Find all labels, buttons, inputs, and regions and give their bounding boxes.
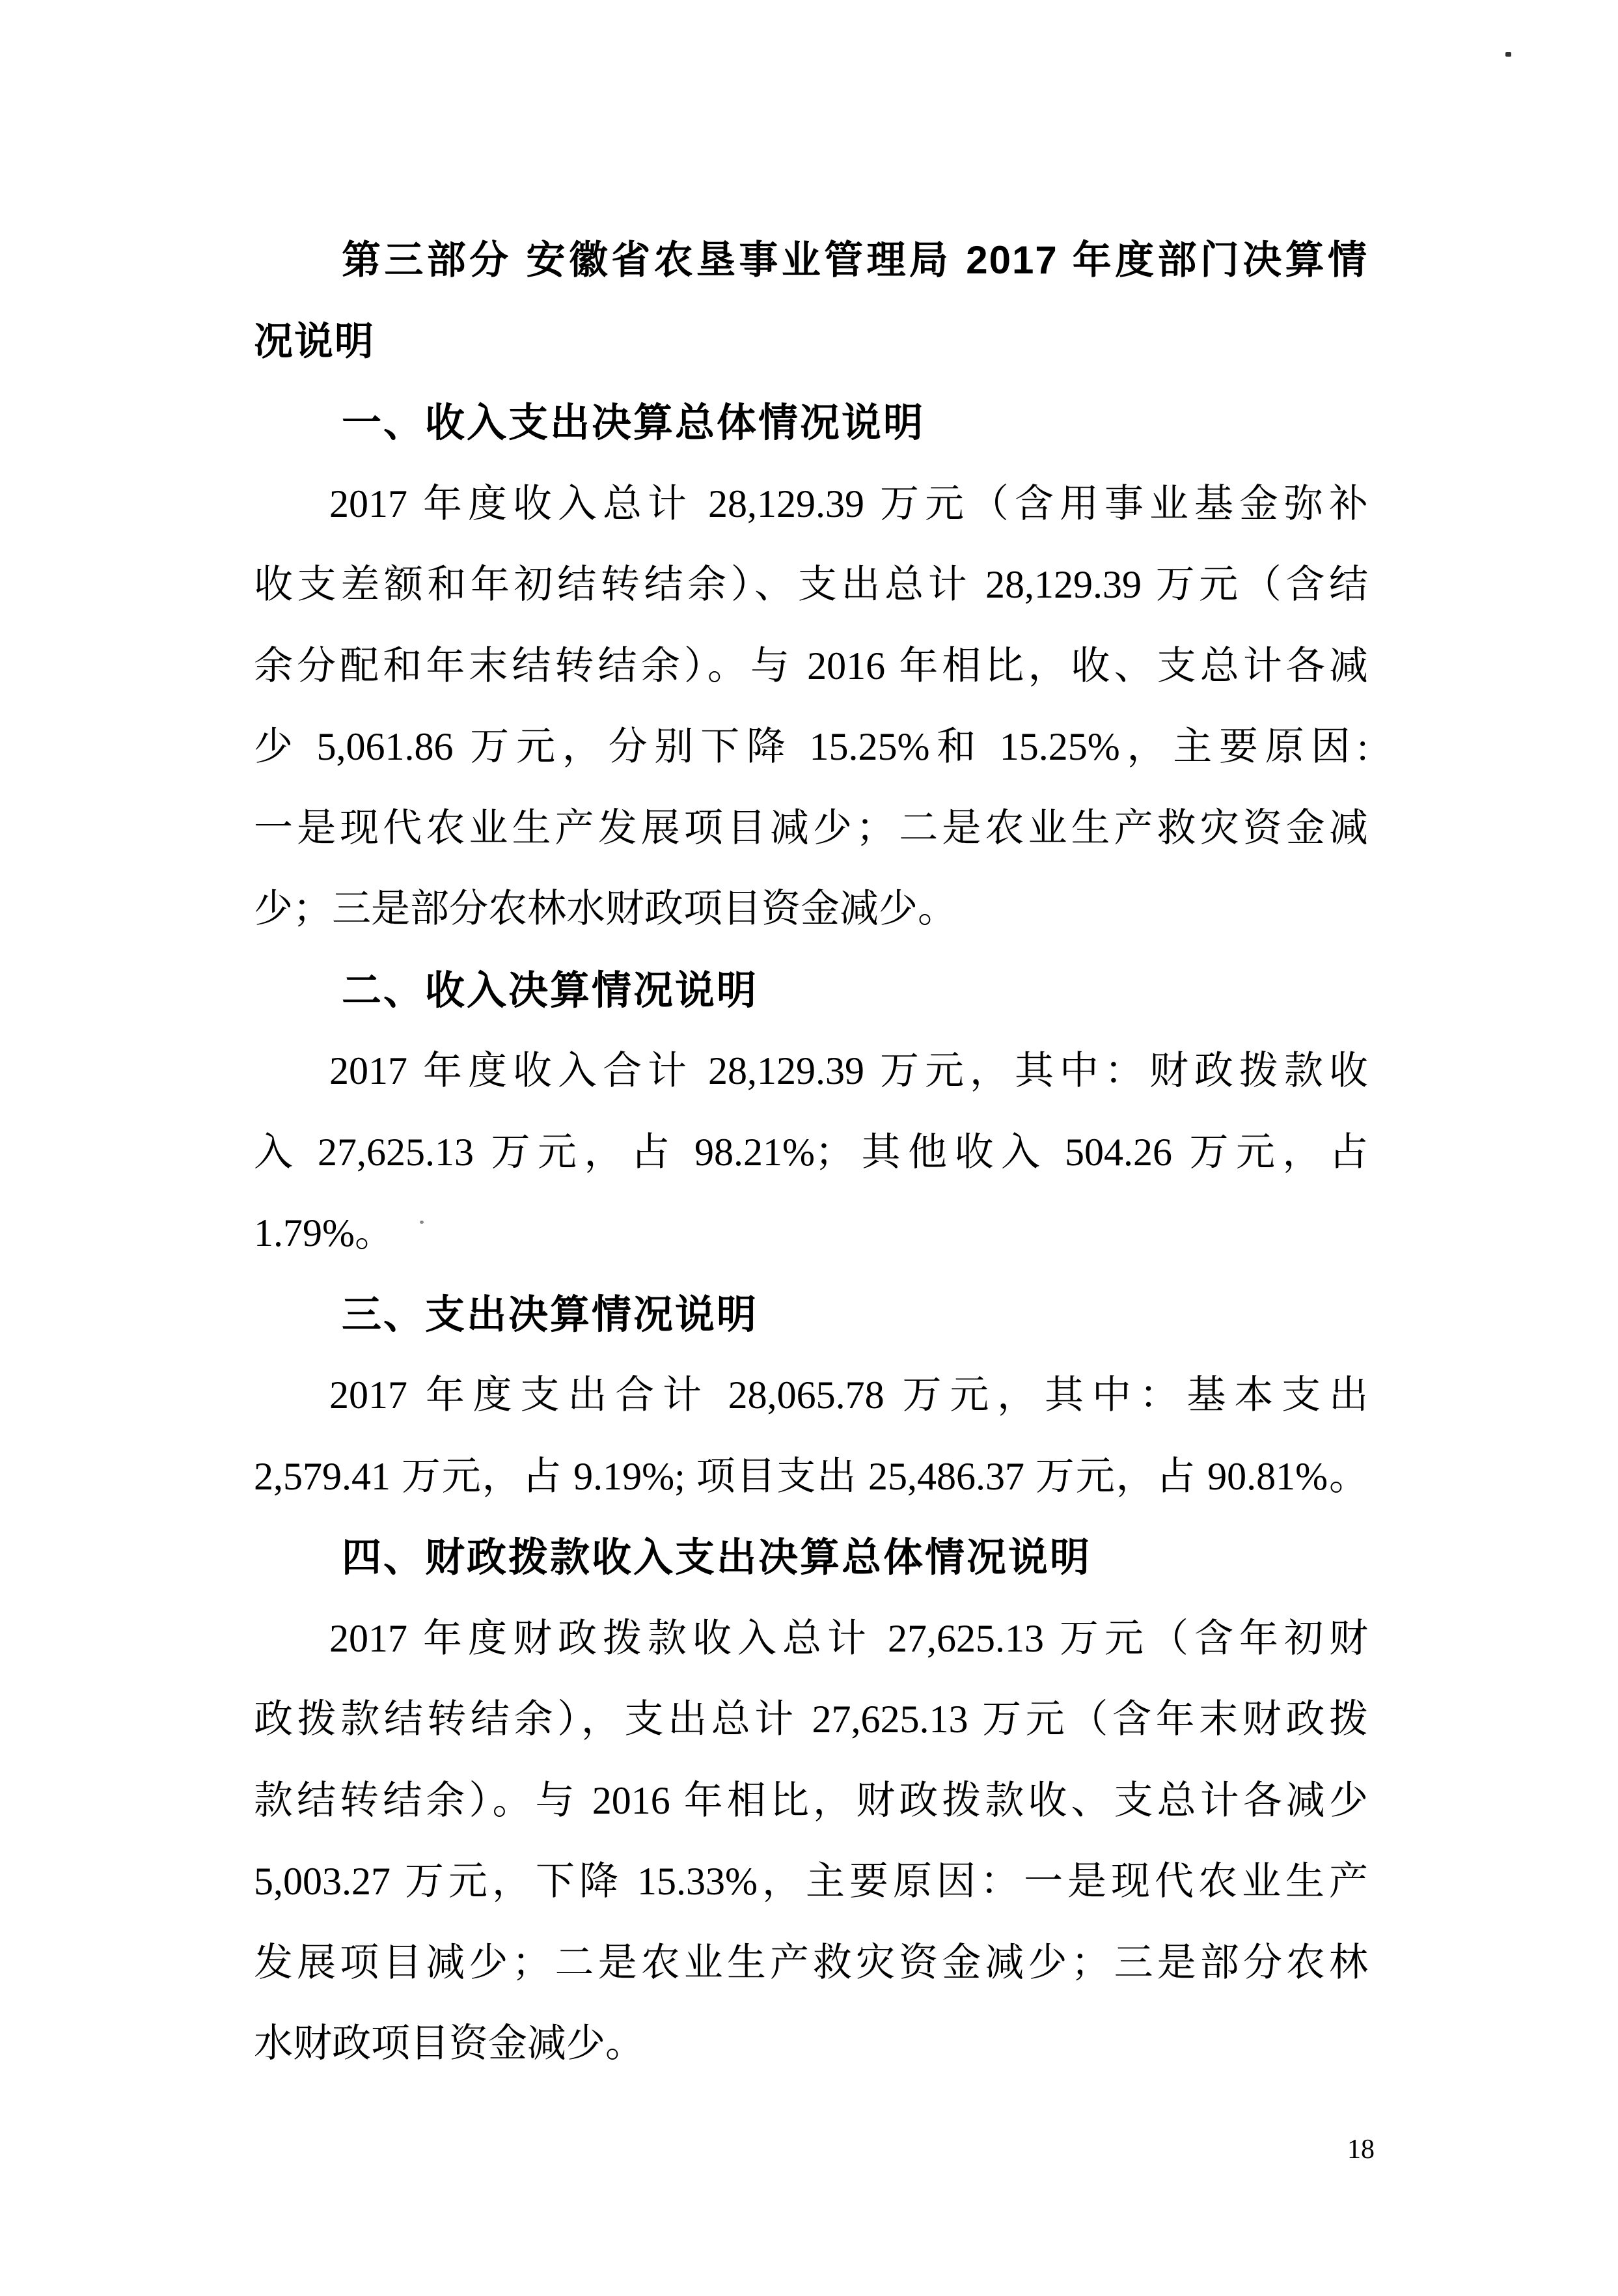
section-1-paragraph-line: 一是现代农业生产发展项目减少；二是农业生产救灾资金减	[254, 806, 1368, 850]
section-1-paragraph-line: 少 5,061.86 万元，分别下降 15.25%和 15.25%，主要原因:	[254, 725, 1368, 768]
section-3-paragraph-line: 2,579.41 万元，占 9.19%; 项目支出 25,486.37 万元，占 90.81%。	[254, 1454, 1368, 1498]
section-4-paragraph-line: 发展项目减少；二是农业生产救灾资金减少；三是部分农林	[254, 1941, 1368, 1984]
page-number: 18	[1347, 2135, 1375, 2165]
section-4-paragraph-line: 政拨款结转结余），支出总计 27,625.13 万元（含年末财政拨	[254, 1698, 1368, 1741]
document-title-line-2: 况说明	[254, 319, 375, 363]
section-3-heading: 三、支出决算情况说明	[342, 1292, 759, 1336]
section-1-paragraph-line: 少；三是部分农林水财政项目资金减少。	[254, 887, 957, 930]
section-3-paragraph-line: 2017 年度支出合计 28,065.78 万元，其中：基本支出	[329, 1374, 1368, 1417]
section-4-paragraph-line: 5,003.27 万元，下降 15.33%，主要原因：一是现代农业生产	[254, 1860, 1368, 1903]
text-block	[254, 220, 1368, 2084]
section-4-paragraph-line: 2017 年度财政拨款收入总计 27,625.13 万元（含年初财	[329, 1616, 1368, 1660]
section-1-paragraph-line: 余分配和年末结转结余）。与 2016 年相比，收、支总计各减	[254, 644, 1368, 687]
document-title-line-1: 第三部分 安徽省农垦事业管理局 2017 年度部门决算情	[342, 238, 1368, 282]
scan-artifact-dot	[1505, 52, 1511, 57]
section-1-heading: 一、收入支出决算总体情况说明	[342, 400, 926, 445]
section-1-paragraph-line: 收支差额和年初结转结余）、支出总计 28,129.39 万元（含结	[254, 563, 1368, 606]
section-4-paragraph-line: 款结转结余）。与 2016 年相比，财政拨款收、支总计各减少	[254, 1778, 1368, 1822]
section-2-paragraph-line: 2017 年度收入合计 28,129.39 万元，其中：财政拨款收	[329, 1049, 1368, 1092]
section-2-heading: 二、收入决算情况说明	[342, 967, 759, 1012]
section-1-paragraph-line: 2017 年度收入总计 28,129.39 万元（含用事业基金弥补	[329, 482, 1368, 525]
section-4-paragraph-line: 水财政项目资金减少。	[254, 2022, 644, 2065]
section-2-paragraph-line: 1.79%。	[254, 1211, 394, 1254]
section-2-paragraph-line: 入 27,625.13 万元，占 98.21%；其他收入 504.26 万元，占	[254, 1130, 1368, 1174]
section-4-heading: 四、财政拨款收入支出决算总体情况说明	[342, 1535, 1092, 1579]
